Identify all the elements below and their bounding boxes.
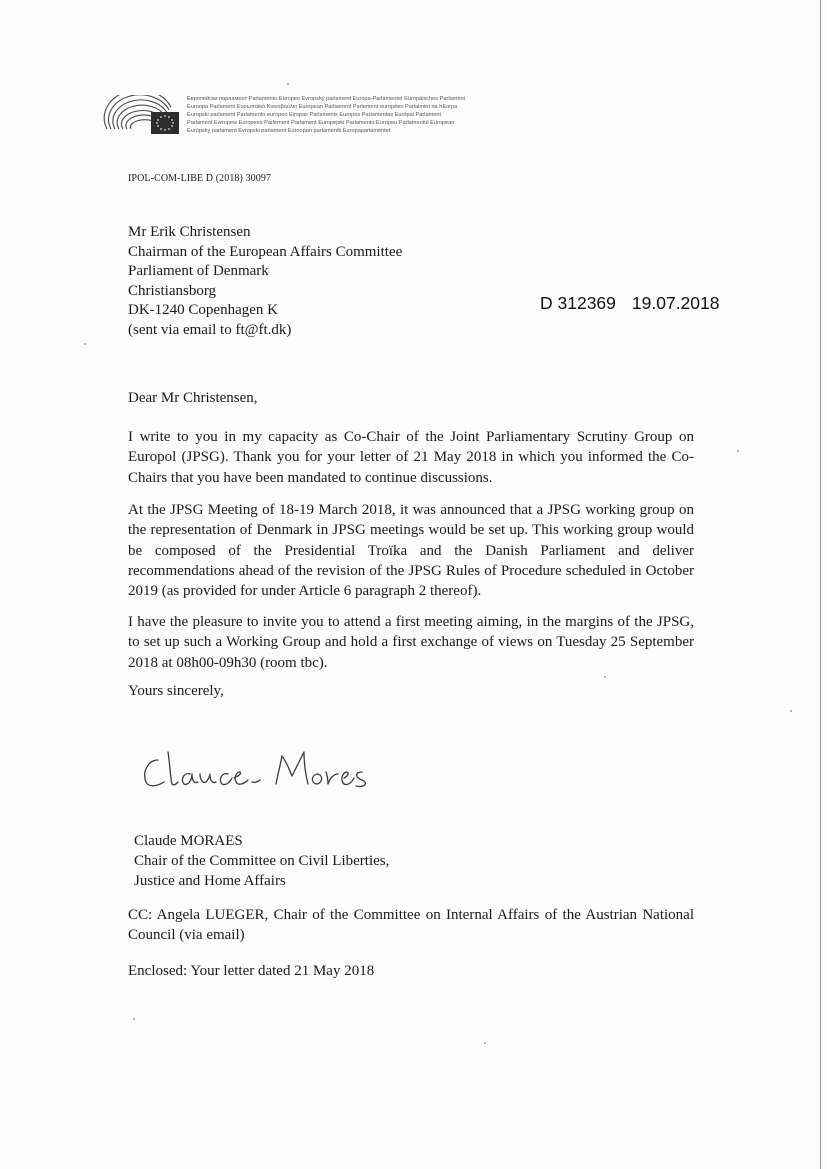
recipient-address [128, 223, 402, 340]
letter-paragraph: At the JPSG Meeting of 18-19 March 2018, it was announced that a JPSG working group on the representation of Denmark in JPSG meetings would be set up. This working group would be composed of the Presidential Troïka and the Danish Parliament and deliver recommendations ahead of the revision of the JPSG Rules of Procedure scheduled in October 2019 (as provided for under Article 6 paragraph 2 thereof). [128, 502, 694, 600]
recipient-title: Chairman of the European Affairs Committee [128, 243, 403, 260]
multilang-line: Európsky parlament Evropski parlament Euroopan parlamentti Europaparlamentet [187, 128, 391, 134]
scan-speck [604, 676, 606, 678]
page-edge-divider [820, 0, 821, 1169]
carbon-copy-note: CC: Angela LUEGER, Chair of the Committee on Internal Affairs of the Austrian National Council (via email) [128, 907, 694, 944]
european-parliament-logo-icon [103, 95, 183, 137]
recipient-email-note: (sent via email to ft@ft.dk) [128, 321, 292, 338]
multilang-line: Europski parlament Parlamento europeo Eiropas Parlaments Europos Parlamentas Európai Parlament [187, 112, 442, 118]
scan-speck [287, 83, 289, 85]
letter-paragraph: I write to you in my capacity as Co-Chair of the Joint Parliamentary Scrutiny Group on Europol (JPSG). Thank you for your letter of 21 May 2018 in which you informed the Co-Chairs that you have been mandated to continue discussions. [128, 429, 694, 486]
recipient-building: Christiansborg [128, 282, 217, 299]
recipient-city: DK-1240 Copenhagen K [128, 302, 278, 318]
scan-speck [484, 1042, 486, 1044]
signer-name: Claude MORAES [134, 833, 243, 849]
reference-number: IPOL-COM-LIBE D (2018) 30097 [128, 173, 272, 184]
multilang-line: Euroopa Parlament Ευρωπαϊκό Κοινοβούλιο European Parliament Parlement européen Parlaimint na hEorpa [187, 104, 458, 110]
stamp-number: D 312369 [540, 293, 616, 313]
scan-speck [790, 710, 792, 712]
recipient-institution: Parliament of Denmark [128, 263, 269, 279]
letter-paragraph: I have the pleasure to invite you to attend a first meeting aiming, in the margins of the JPSG, to set up such a Working Group and hold a first exchange of views on Tuesday 25 September 2018 at 08h00-09h30 (room tbc). [128, 614, 694, 671]
scan-speck [133, 1018, 135, 1020]
enclosure-note: Enclosed: Your letter dated 21 May 2018 [128, 963, 375, 979]
recipient-name: Mr Erik Christensen [128, 224, 251, 240]
scan-speck [737, 450, 739, 452]
letter-closing: Yours sincerely, [128, 683, 224, 699]
multilang-line: Европейски парламент Parlamento Europeo Evropský parlament Europa-Parlamentet Europäisches Parlament [187, 96, 466, 102]
handwritten-signature [140, 738, 380, 798]
stamp-date: 19.07.2018 [631, 293, 720, 313]
signer-title: Chair of the Committee on Civil Liberties, [134, 853, 390, 869]
registration-stamp [540, 293, 720, 314]
multilang-line: Parlament Ewropew Europees Parlement Parlament Europejski Parlamento Europeu Parlamentul European [187, 120, 455, 126]
scan-speck [84, 343, 86, 345]
signer-committee: Justice and Home Affairs [134, 873, 286, 889]
multilingual-institution-names [187, 95, 487, 135]
signer-block [134, 831, 389, 891]
letter-greeting: Dear Mr Christensen, [128, 390, 258, 406]
